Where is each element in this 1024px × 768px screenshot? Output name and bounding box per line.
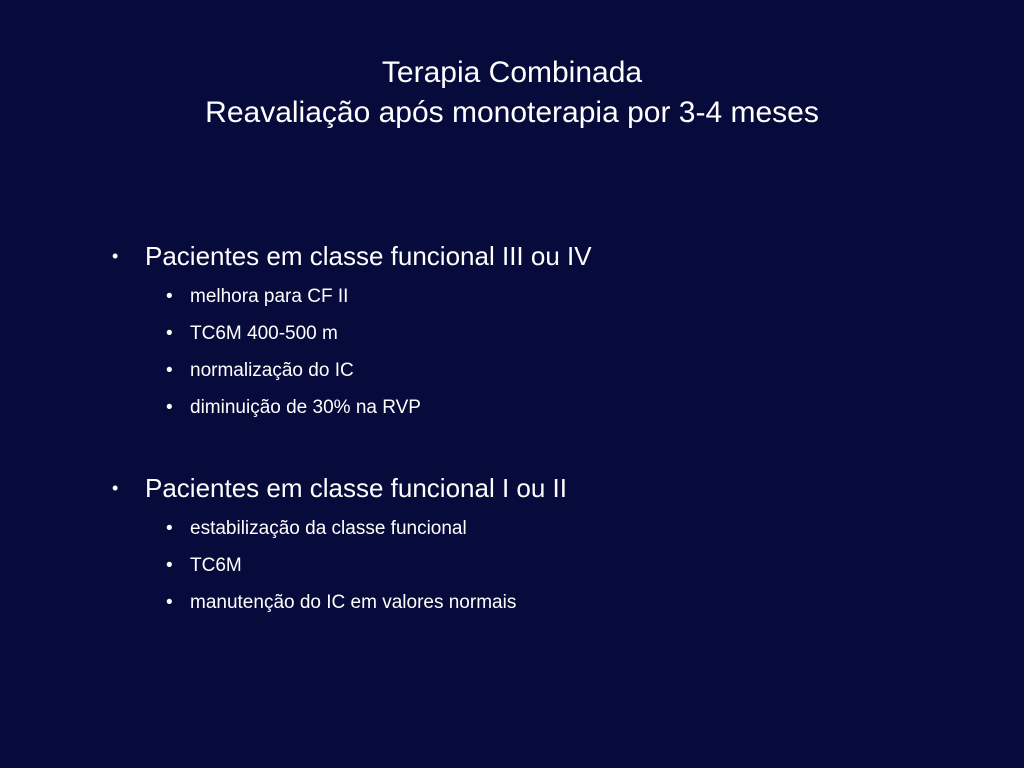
sub-bullet-list — [112, 278, 952, 426]
bullet-text: TC6M 400-500 m — [190, 323, 338, 344]
bullet-icon: • — [112, 246, 119, 266]
bullet-icon: • — [166, 592, 173, 613]
title-line-2: Reavaliação após monoterapia por 3-4 meses — [205, 96, 819, 129]
bullet-text: normalização do IC — [190, 360, 354, 381]
bullet-item-level1 — [112, 236, 952, 276]
bullet-text: diminuição de 30% na RVP — [190, 397, 421, 418]
bullet-text: melhora para CF II — [190, 286, 349, 307]
bullet-group — [112, 468, 952, 621]
slide-title — [0, 53, 1024, 133]
bullet-icon: • — [166, 323, 173, 344]
bullet-item-level2 — [112, 278, 952, 315]
bullet-icon: • — [166, 397, 173, 418]
bullet-item-level2 — [112, 352, 952, 389]
sub-bullet-list — [112, 510, 952, 621]
bullet-text: Pacientes em classe funcional I ou II — [145, 473, 568, 503]
bullet-icon: • — [166, 360, 173, 381]
bullet-icon: • — [166, 286, 173, 307]
bullet-text: estabilização da classe funcional — [190, 518, 467, 539]
bullet-item-level2 — [112, 547, 952, 584]
bullet-text: TC6M — [190, 555, 242, 576]
bullet-item-level2 — [112, 584, 952, 621]
bullet-icon: • — [166, 518, 173, 539]
bullet-group — [112, 236, 952, 426]
bullet-item-level2 — [112, 389, 952, 426]
bullet-item-level2 — [112, 510, 952, 547]
title-line-1: Terapia Combinada — [381, 56, 643, 89]
bullet-text: Pacientes em classe funcional III ou IV — [145, 241, 592, 271]
bullet-item-level1 — [112, 468, 952, 508]
bullet-item-level2 — [112, 315, 952, 352]
bullet-icon: • — [166, 555, 173, 576]
slide-content — [112, 236, 952, 621]
bullet-text: manutenção do IC em valores normais — [190, 592, 517, 613]
bullet-icon: • — [112, 478, 119, 498]
